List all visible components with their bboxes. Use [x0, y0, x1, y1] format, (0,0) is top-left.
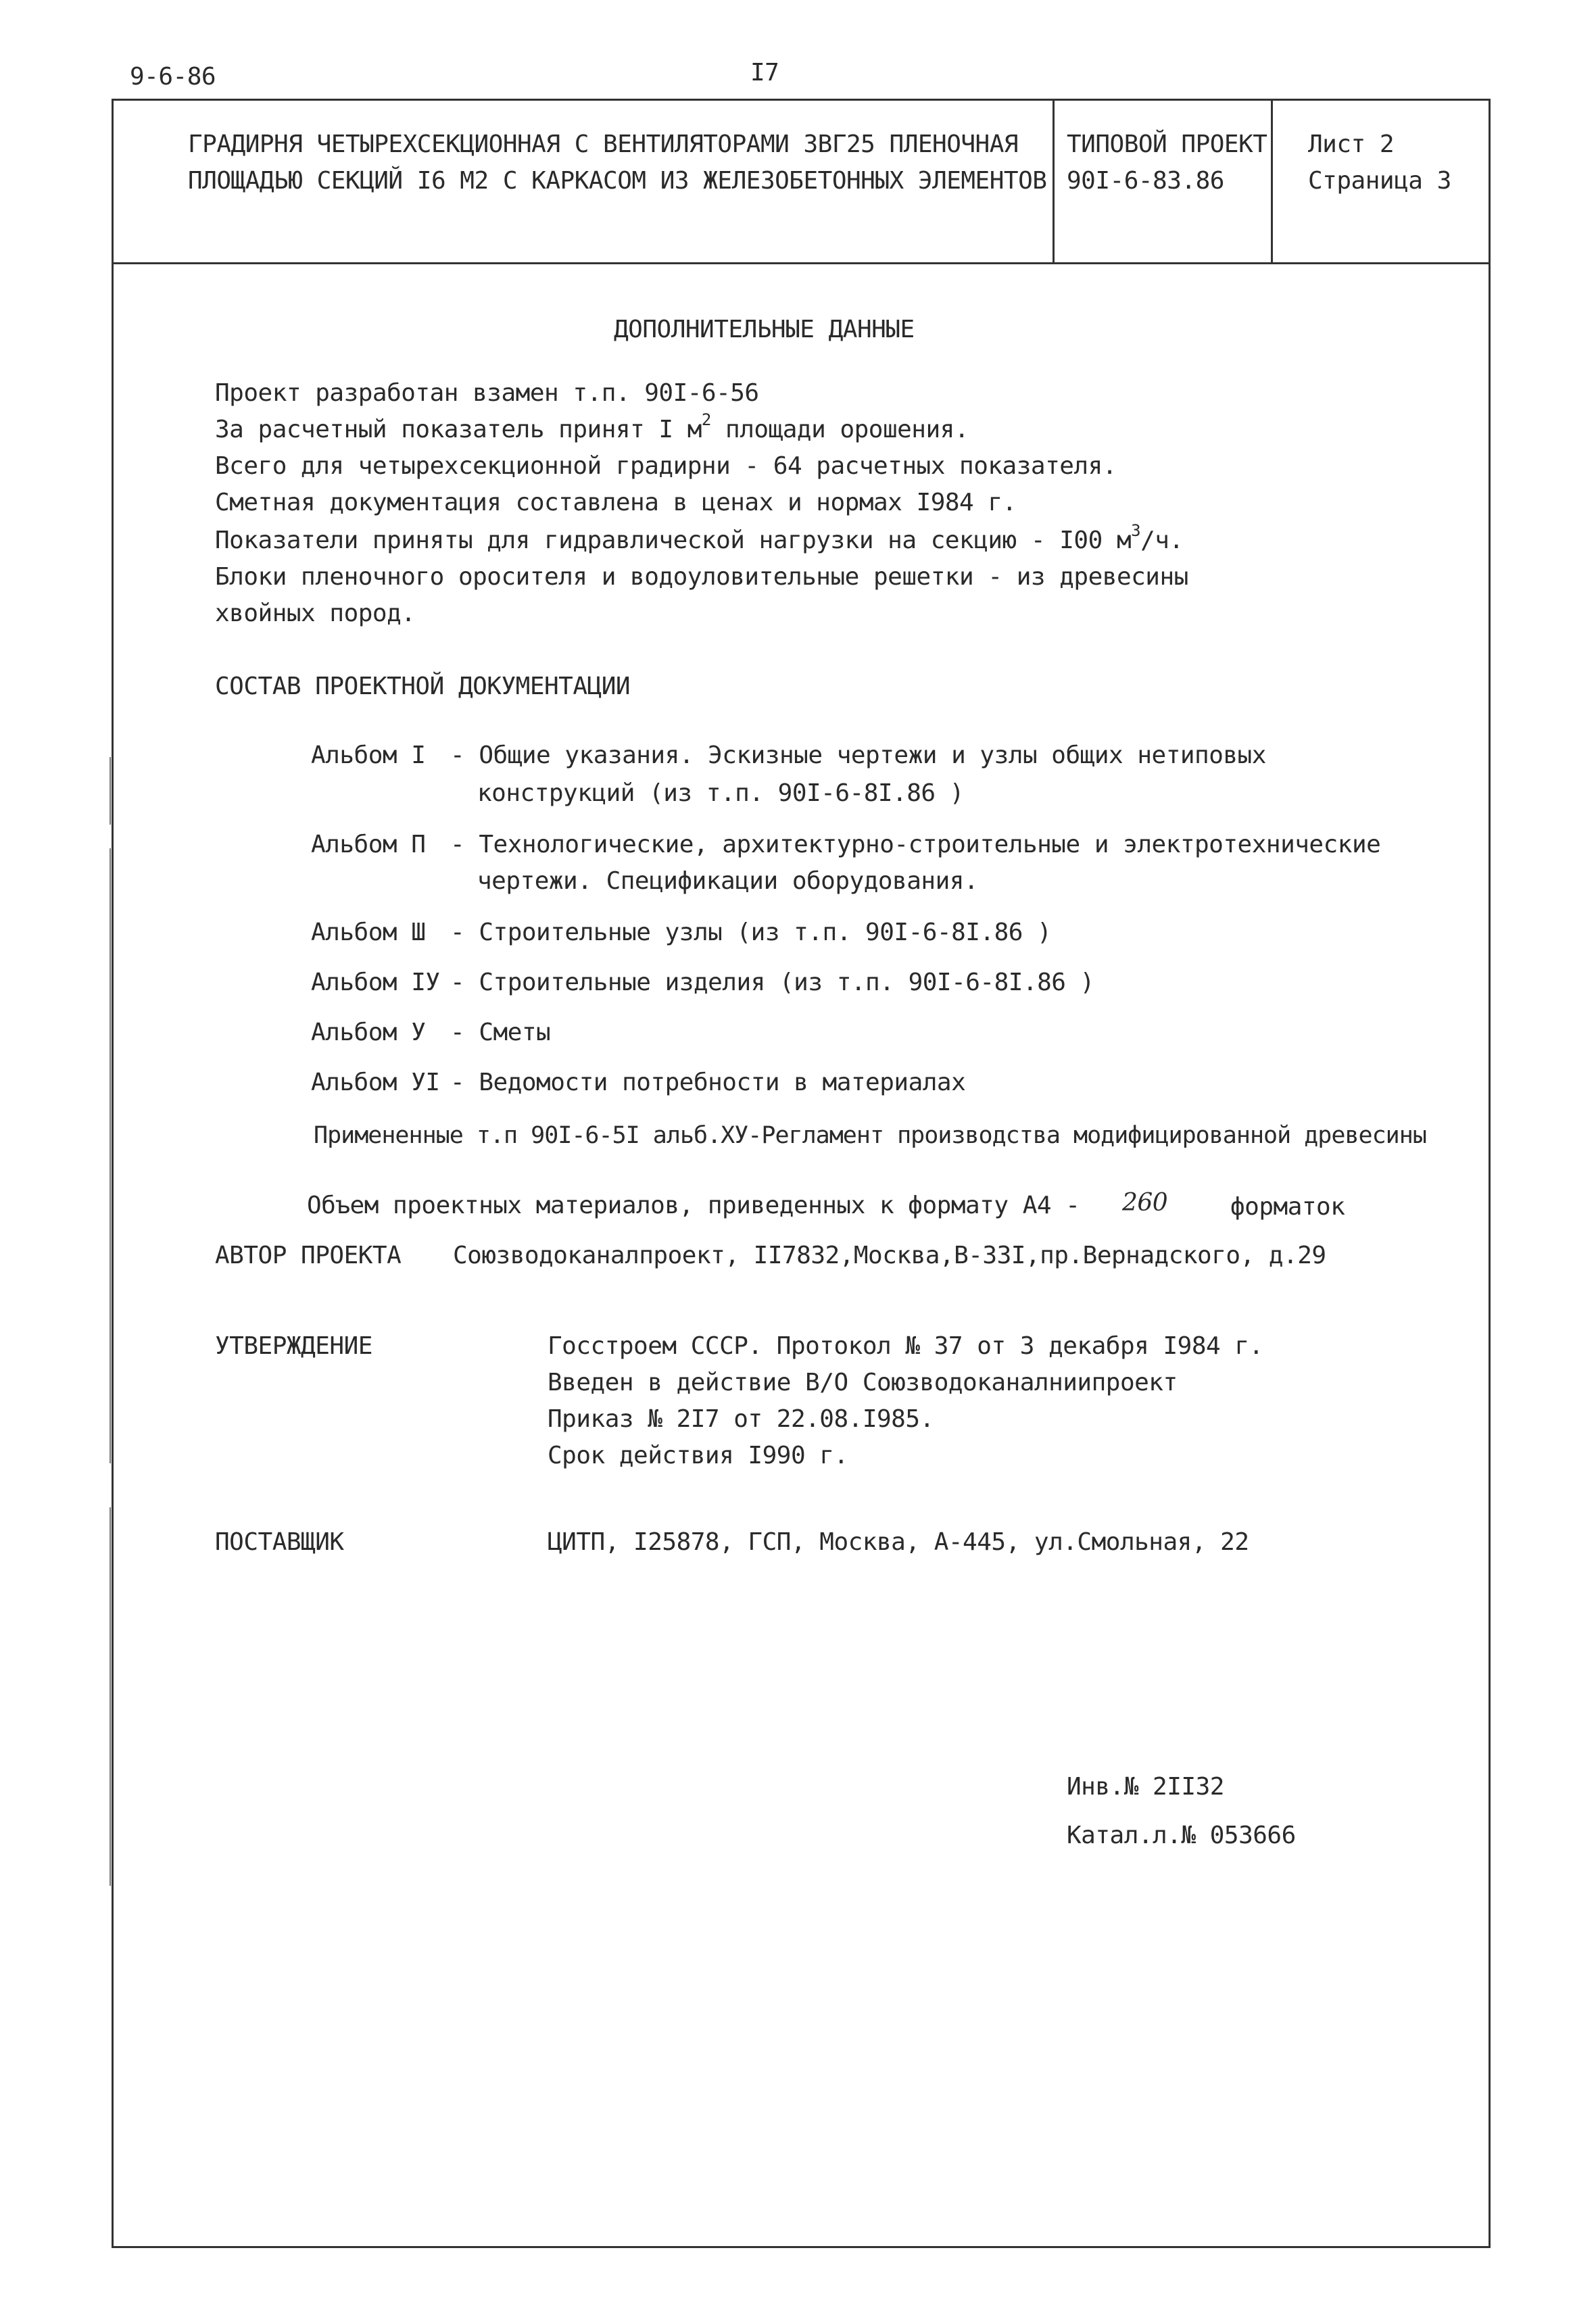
header-divider [112, 262, 1491, 264]
volume-text: Объем проектных материалов, приведенных к формату А4 - [307, 1192, 1080, 1219]
album-label: Альбом I [311, 741, 426, 769]
additional-line-3: Всего для четырехсекционной градирни - 64 расчетных показателя. [215, 452, 1117, 480]
album-text: чертежи. Спецификации оборудования. [477, 867, 979, 895]
additional-line-5: Показатели приняты для гидравлической нагрузки на секцию - I00 $м^3/ч$. [215, 521, 1184, 554]
author-label: АВТОР ПРОЕКТА [215, 1242, 402, 1269]
document-code: 9-6-86 [130, 63, 216, 91]
title-line-2: ПЛОЩАДЬЮ СЕКЦИЙ I6 М2 С КАРКАСОМ ИЗ ЖЕЛЕЗОБЕТОННЫХ ЭЛЕМЕНТОВ [188, 167, 1047, 195]
album-text: - Технологические, архитектурно-строительные и электротехнические [450, 831, 1381, 858]
album-text: - Ведомости потребности в материалах [450, 1069, 966, 1096]
album-text: - Строительные узлы (из т.п. 90I-6-8I.86 ) [450, 919, 1052, 946]
album-label: Альбом УI [311, 1069, 440, 1096]
approval-line-1: Госстроем СССР. Протокол № 37 от 3 декабря I984 г. [548, 1332, 1263, 1360]
page-indicator: Страница 3 [1308, 167, 1451, 195]
additional-heading: ДОПОЛНИТЕЛЬНЫЕ ДАННЫЕ [614, 316, 915, 343]
approval-line-2: Введен в действие В/О Союзводоканалниипроект [548, 1369, 1178, 1396]
project-code: 90I-6-83.86 [1067, 167, 1224, 195]
header-divider-1 [1053, 99, 1055, 264]
approval-line-4: Срок действия I990 г. [548, 1442, 848, 1469]
album-text: - Строительные изделия (из т.п. 90I-6-8I.86 ) [450, 969, 1094, 996]
page-number: I7 [750, 59, 779, 87]
additional-line-4: Сметная документация составлена в ценах и нормах I984 г. [215, 489, 1017, 516]
edge-mark [110, 848, 111, 1463]
project-label: ТИПОВОЙ ПРОЕКТ [1067, 130, 1267, 158]
edge-mark [110, 757, 111, 825]
volume-unit: форматок [1230, 1193, 1345, 1221]
album-label: Альбом IУ [311, 969, 440, 996]
sheet-number: Лист 2 [1308, 130, 1395, 158]
album-text: конструкций (из т.п. 90I-6-8I.86 ) [477, 779, 964, 807]
applied-projects: Примененные т.п 90I-6-5I альб.ХУ-Регламент производства модифицированной древесины [314, 1122, 1426, 1149]
supplier-label: ПОСТАВЩИК [215, 1528, 344, 1556]
catalog-number: Катал.л.№ 053666 [1067, 1822, 1296, 1849]
approval-line-3: Приказ № 2I7 от 22.08.I985. [548, 1405, 934, 1433]
additional-line-1: Проект разработан взамен т.п. 90I-6-56 [215, 379, 759, 407]
inventory-number: Инв.№ 2II32 [1067, 1773, 1224, 1801]
supplier-text: ЦИТП, I25878, ГСП, Москва, А-445, ул.Смольная, 22 [548, 1528, 1249, 1556]
album-label: Альбом П [311, 831, 426, 858]
album-text: - Сметы [450, 1019, 551, 1046]
composition-heading: СОСТАВ ПРОЕКТНОЙ ДОКУМЕНТАЦИИ [215, 673, 631, 700]
edge-mark [110, 1507, 111, 1886]
author-text: Союзводоканалпроект, II7832,Москва,В-33I,пр.Вернадского, д.29 [453, 1242, 1326, 1269]
additional-line-7: хвойных пород. [215, 600, 416, 627]
album-label: Альбом У [311, 1019, 426, 1046]
approval-label: УТВЕРЖДЕНИЕ [215, 1332, 372, 1360]
volume-value: 260 [1122, 1189, 1168, 1217]
header-divider-2 [1271, 99, 1273, 264]
album-text: - Общие указания. Эскизные чертежи и узлы общих нетиповых [450, 741, 1266, 769]
additional-line-2: За расчетный показатель принят I $м^2$ площади орошения. [215, 410, 969, 443]
title-line-1: ГРАДИРНЯ ЧЕТЫРЕХСЕКЦИОННАЯ С ВЕНТИЛЯТОРАМИ 3ВГ25 ПЛЕНОЧНАЯ [188, 130, 1019, 158]
album-label: Альбом Ш [311, 919, 426, 946]
additional-line-6: Блоки пленочного оросителя и водоуловительные решетки - из древесины [215, 563, 1188, 591]
